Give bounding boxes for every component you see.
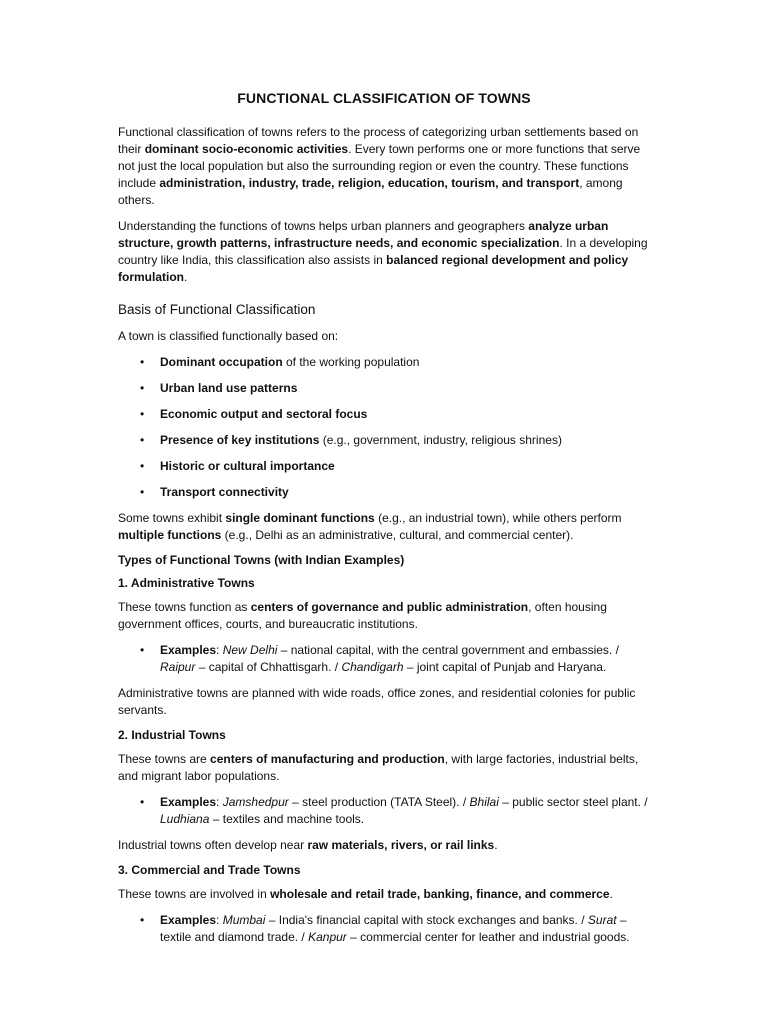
italic-text: Chandigarh: [341, 660, 404, 674]
bullet-icon: •: [140, 433, 145, 447]
text: – India's financial capital with stock exchanges and banks. /: [265, 913, 588, 927]
italic-text: Bhilai: [469, 795, 499, 809]
list-item: [118, 406, 650, 423]
text: . In a developing country like India, this classification also assists in: [118, 236, 648, 267]
admin-examples-list: [118, 642, 650, 676]
bullet-icon: •: [140, 795, 145, 809]
text: of the working population: [282, 355, 420, 369]
italic-text: Raipur: [160, 660, 196, 674]
text: (e.g., an industrial town), while others perform: [374, 511, 622, 525]
bullet-icon: •: [140, 643, 145, 657]
basis-list: [118, 354, 650, 501]
industrial-heading: 2. Industrial Towns: [118, 728, 226, 742]
industrial-examples-list: [118, 794, 650, 828]
bold-text: centers of manufacturing and production: [210, 752, 445, 766]
text: Understanding the functions of towns helps urban planners and geographers: [118, 219, 529, 233]
italic-text: Ludhiana: [160, 812, 210, 826]
text: :: [216, 913, 223, 927]
bullet-icon: •: [140, 355, 145, 369]
text: (e.g., government, industry, religious shrines): [319, 433, 562, 447]
text: Industrial towns often develop near: [118, 838, 308, 852]
text: – capital of Chhattisgarh. /: [195, 660, 342, 674]
text: :: [216, 643, 223, 657]
admin-note: Administrative towns are planned with wide roads, office zones, and residential colonies for public servants.: [118, 686, 636, 717]
italic-text: Surat: [587, 913, 617, 927]
bullet-icon: •: [140, 485, 145, 499]
bold-text: multiple functions: [118, 528, 222, 542]
intro-paragraph-1: [118, 124, 650, 209]
text: .: [494, 838, 498, 852]
bold-text: Economic output and sectoral focus: [160, 407, 368, 421]
list-item: [118, 380, 650, 397]
bold-text: single dominant functions: [225, 511, 375, 525]
basis-summary: [118, 510, 650, 544]
bold-text: analyze urban structure, growth patterns, infrastructure needs, and economic specialization: [118, 219, 609, 250]
italic-text: Kanpur: [308, 930, 347, 944]
bullet-icon: •: [140, 459, 145, 473]
list-item: [118, 484, 650, 501]
text: .: [609, 887, 613, 901]
bold-text: centers of governance and public administration: [250, 600, 529, 614]
bold-text: Examples: [160, 913, 217, 927]
commercial-heading: 3. Commercial and Trade Towns: [118, 863, 301, 877]
text: Some towns exhibit: [118, 511, 226, 525]
bold-text: wholesale and retail trade, banking, finance, and commerce: [270, 887, 610, 901]
bold-text: Examples: [160, 795, 217, 809]
bold-text: raw materials, rivers, or rail links: [307, 838, 495, 852]
bold-text: Examples: [160, 643, 217, 657]
text: , often housing government offices, courts, and bureaucratic institutions.: [118, 600, 607, 631]
list-item: [118, 458, 650, 475]
list-item: [118, 912, 650, 946]
text: These towns are: [118, 752, 211, 766]
text: – joint capital of Punjab and Haryana.: [403, 660, 607, 674]
bold-text: Presence of key institutions: [160, 433, 320, 447]
bullet-icon: •: [140, 913, 145, 927]
text: – national capital, with the central government and embassies. /: [277, 643, 619, 657]
industrial-note: [118, 837, 650, 854]
commercial-examples-list: [118, 912, 650, 946]
bold-text: Dominant occupation: [160, 355, 283, 369]
text: , with large factories, industrial belts, and migrant labor populations.: [118, 752, 639, 783]
text: – public sector steel plant. /: [498, 795, 648, 809]
bold-text: administration, industry, trade, religion, education, tourism, and transport: [159, 176, 580, 190]
list-item: [118, 794, 650, 828]
bold-text: Transport connectivity: [160, 485, 289, 499]
italic-text: New Delhi: [222, 643, 278, 657]
bold-text: dominant socio-economic activities: [144, 142, 349, 156]
list-item: [118, 432, 650, 449]
intro-paragraph-2: [118, 218, 650, 286]
text: Functional classification of towns refers to the process of categorizing urban settlements based on their: [118, 125, 639, 156]
document-title: FUNCTIONAL CLASSIFICATION OF TOWNS: [237, 90, 531, 106]
bullet-icon: •: [140, 381, 145, 395]
bullet-icon: •: [140, 407, 145, 421]
text: – steel production (TATA Steel). /: [288, 795, 470, 809]
text: – textiles and machine tools.: [209, 812, 365, 826]
commercial-description: [118, 886, 650, 903]
text: – commercial center for leather and industrial goods.: [346, 930, 630, 944]
list-item: [118, 354, 650, 371]
text: (e.g., Delhi as an administrative, cultural, and commercial center).: [221, 528, 574, 542]
italic-text: Mumbai: [222, 913, 266, 927]
text: These towns function as: [118, 600, 251, 614]
bold-text: Historic or cultural importance: [160, 459, 335, 473]
text: , among others.: [118, 176, 623, 207]
text: – textile and diamond trade. /: [160, 913, 627, 944]
text: .: [184, 270, 188, 284]
bold-text: Urban land use patterns: [160, 381, 298, 395]
text: . Every town performs one or more functions that serve not just the local population but also the surrounding region or even the country. These functions include: [118, 142, 641, 190]
text: :: [216, 795, 223, 809]
types-heading: Types of Functional Towns (with Indian Examples): [118, 553, 405, 567]
list-item: [118, 642, 650, 676]
basis-heading: Basis of Functional Classification: [118, 302, 316, 317]
basis-lead: A town is classified functionally based on:: [118, 329, 339, 343]
italic-text: Jamshedpur: [222, 795, 289, 809]
admin-description: [118, 599, 650, 633]
bold-text: balanced regional development and policy formulation: [118, 253, 629, 284]
admin-heading: 1. Administrative Towns: [118, 576, 255, 590]
industrial-description: [118, 751, 650, 785]
text: These towns are involved in: [118, 887, 271, 901]
